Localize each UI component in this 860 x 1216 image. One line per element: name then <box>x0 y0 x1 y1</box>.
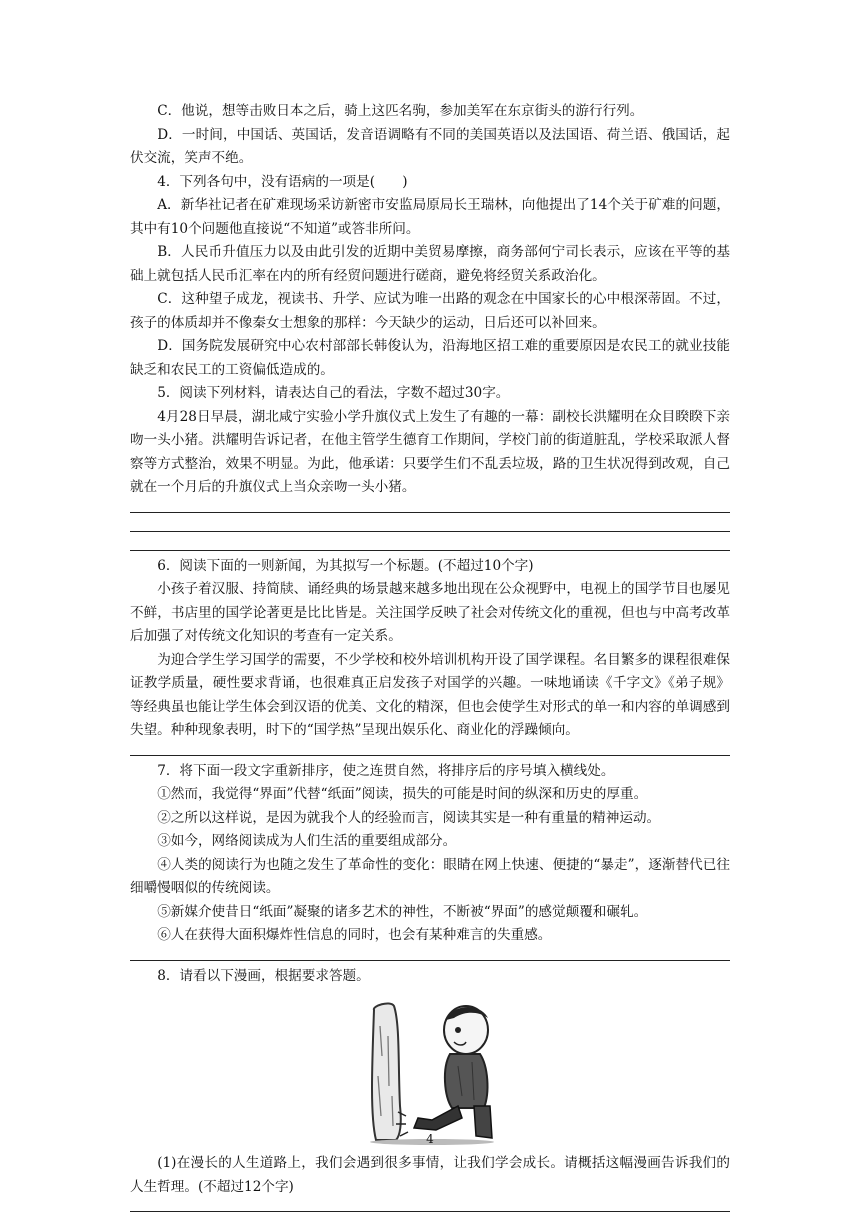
q7-sentence-1: ①然而，我觉得“界面”代替“纸面”阅读，损失的可能是时间的纵深和历史的厚重。 <box>157 786 648 802</box>
q4-option-d: D．国务院发展研究中心农村部部长韩俊认为，沿海地区招工难的重要原因是农民工的就业技能缺乏和农民工的工资偏低造成的。 <box>130 338 730 378</box>
q6-paragraph-2: 为迎合学生学习国学的需要，不少学校和校外培训机构开设了国学课程。名目繁多的课程很难保证教学质量，硬性要求背诵，也很难真正启发孩子对国学的兴趣。一味地诵读《千字文》《弟子规》等经典虽也能让学生体会到汉语的优美、文化的精深，但也会使学生对形式的单一和内容的单调感到失望。种种现象表明，时下的“国学热”呈现出娱乐化、商业化的浮躁倾向。 <box>130 651 730 738</box>
q6-stem: 6．阅读下面的一则新闻，为其拟写一个标题。(不超过10个字) <box>157 557 534 574</box>
q4-option-a: A．新华社记者在矿难现场采访新密市安监局原局长王瑞林，向他提出了14个关于矿难的问题，其中有10个问题他直接说“不知道”或答非所问。 <box>130 197 730 237</box>
document-page <box>130 100 730 1212</box>
q7-sentence-6: ⑥人在获得大面积爆炸性信息的同时，也会有某种难言的失重感。 <box>157 927 552 943</box>
q7-sentence-5: ⑤新媒介使昔日“纸面”凝聚的诸多艺术的神性，不断被“界面”的感觉颠覆和碾轧。 <box>157 903 648 920</box>
q6-paragraph-1: 小孩子着汉服、持简牍、诵经典的场景越来越多地出现在公众视野中，电视上的国学节目也屡见不鲜，书店里的国学论著更是比比皆是。关注国学反映了社会对传统文化的重视，但也与中高考改革后加强了对传统文化知识的考查有一定关系。 <box>130 581 730 644</box>
q4-stem: 4．下列各句中，没有语病的一项是( ) <box>157 173 408 190</box>
q5-stem: 5．阅读下列材料，请表达自己的看法，字数不超过30字。 <box>157 385 510 401</box>
q7-sentence-2: ②之所以这样说，是因为就我个人的经验而言，阅读其实是一种有重量的精神运动。 <box>157 809 661 826</box>
cartoon-image <box>130 996 730 1146</box>
q7-sentence-3: ③如今，网络阅读成为人们生活的重要组成部分。 <box>157 833 457 849</box>
q3-option-c: C．他说，想等击败日本之后，骑上这匹名驹，参加美军在东京街头的游行行列。 <box>157 103 644 119</box>
page-number: 4 <box>426 1132 434 1146</box>
cartoon-drawing <box>362 996 512 1146</box>
q4-option-b: B．人民币升值压力以及由此引发的近期中美贸易摩擦，商务部何宁司长表示，应该在平等的基础上就包括人民币汇率在内的所有经贸问题进行磋商，避免将经贸关系政治化。 <box>130 244 730 284</box>
q7-stem: 7．将下面一段文字重新排序，使之连贯自然，将排序后的序号填入横线处。 <box>157 762 615 779</box>
q8-sub-question-1: (1)在漫长的人生道路上，我们会遇到很多事情，让我们学会成长。请概括这幅漫画告诉我们的人生哲理。(不超过12个字) <box>130 1155 730 1195</box>
answer-line <box>130 1211 730 1212</box>
q7-sentence-4: ④人类的阅读行为也随之发生了革命性的变化：眼睛在网上快速、便捷的“暴走”，逐渐替代已往细嚼慢咽似的传统阅读。 <box>130 856 730 896</box>
q8-stem: 8．请看以下漫画，根据要求答题。 <box>157 967 370 984</box>
q3-option-d: D．一时间，中国话、英国话，发音语调略有不同的美国英语以及法国语、荷兰语、俄国话，起伏交流，笑声不绝。 <box>130 126 730 166</box>
q5-material: 4月28日早晨，湖北咸宁实验小学升旗仪式上发生了有趣的一幕：副校长洪耀明在众目睽睽下亲吻一头小猪。洪耀明告诉记者，在他主管学生德育工作期间，学校门前的街道脏乱，学校采取派人督察等方式整治，效果不明显。为此，他承诺：只要学生们不乱丢垃圾，路的卫生状况得到改观，自己就在一个月后的升旗仪式上当众亲吻一头小猪。 <box>130 408 730 495</box>
q4-option-c: C．这种望子成龙，视读书、升学、应试为唯一出路的观念在中国家长的心中根深蒂固。不过，孩子的体质却并不像秦女士想象的那样：今天缺少的运动，日后还可以补回来。 <box>130 291 730 331</box>
